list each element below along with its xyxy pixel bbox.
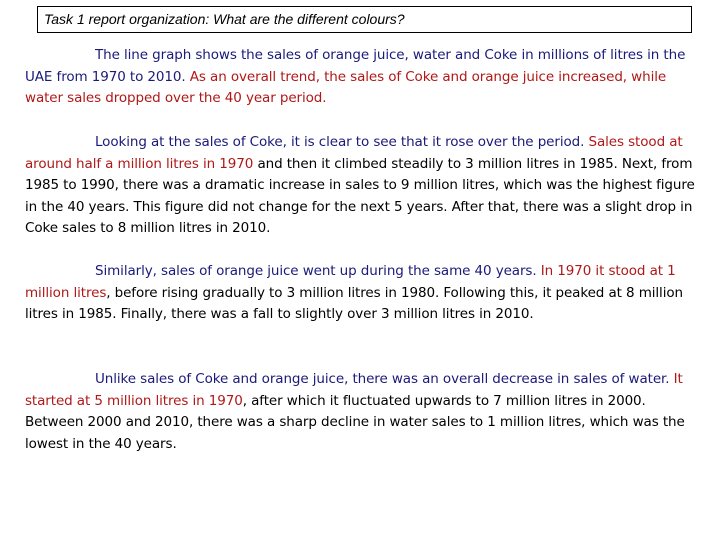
overview-trend-text: As an overall trend, the sales of Coke and orange juice increased, while water sales dropped over the 40 year period. xyxy=(25,68,667,107)
paragraph-orange-juice xyxy=(25,261,697,326)
paragraph-overview xyxy=(25,45,697,110)
water-start-point: It started at 5 million litres in 1970 xyxy=(25,371,683,409)
orange-start-point: In 1970 it stood at 1 million litres xyxy=(25,263,676,301)
paragraph-coke xyxy=(25,132,697,240)
paragraph-water xyxy=(25,369,697,455)
overview-intro-text: The line graph shows the sales of orange juice, water and Coke in millions of litres in the UAE from 1970 to 2010. xyxy=(25,47,686,85)
coke-start-point: Sales stood at around half a million litres in 1970 xyxy=(25,134,683,172)
orange-topic-sentence: Similarly, sales of orange juice went up during the same 40 years. xyxy=(95,263,541,279)
water-topic-sentence: Unlike sales of Coke and orange juice, there was an overall decrease in sales of water. xyxy=(95,371,674,387)
task-title: Task 1 report organization: What are the different colours? xyxy=(37,6,692,33)
coke-topic-sentence: Looking at the sales of Coke, it is clear to see that it rose over the period. xyxy=(95,134,589,150)
orange-details: , before rising gradually to 3 million litres in 1980. Following this, it peaked at 8 million litres in 1985. Finally, there was a fall to slightly over 3 million litres in 2010. xyxy=(25,284,683,323)
coke-details: and then it climbed steadily to 3 million litres in 1985. Next, from 1985 to 1990, there was a dramatic increase in sales to 9 million litres, which was the highest figure in the 40 years. This figure did not change for the next 5 years. After that, there was a slight drop in Coke sales to 8 million litres in 2010. xyxy=(25,155,695,237)
water-details: , after which it fluctuated upwards to 7 million litres in 2000. Between 2000 and 2010, there was a sharp decline in water sales to 1 million litres, which was the lowest in the 40 years. xyxy=(25,392,685,452)
